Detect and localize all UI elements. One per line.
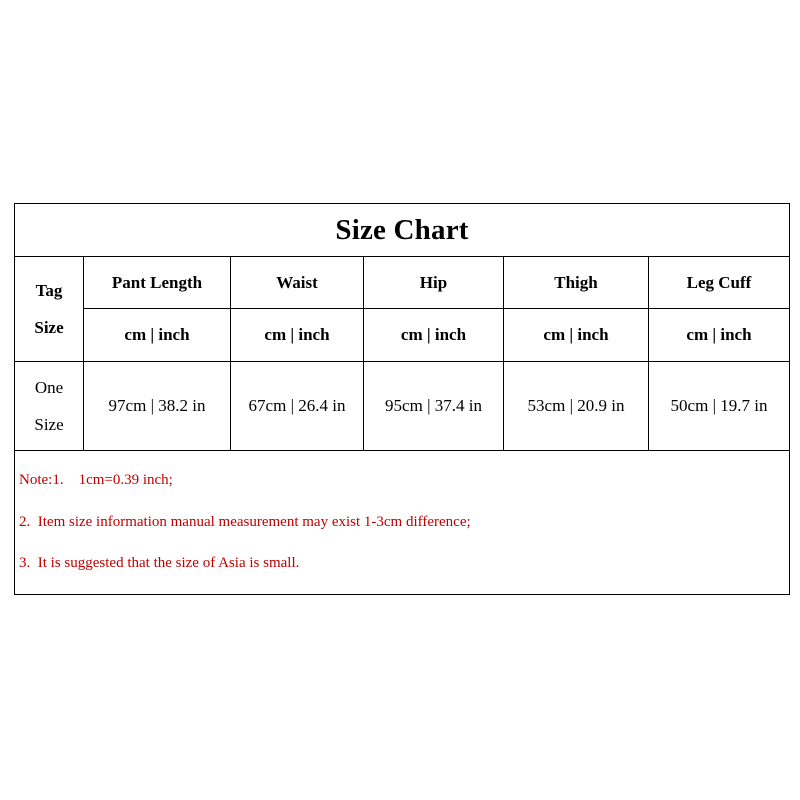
- one-size-row-label: [15, 361, 83, 450]
- col-header-waist: Waist: [230, 256, 363, 308]
- notes-section: [15, 450, 789, 594]
- unit-thigh: cm | inch: [503, 308, 648, 361]
- note-line-1: Note:1. 1cm=0.39 inch;: [19, 472, 173, 488]
- note-line-3: 3. It is suggested that the size of Asia is small.: [19, 555, 300, 571]
- tag-label: Tag: [35, 281, 63, 300]
- col-header-hip: Hip: [363, 256, 503, 308]
- value-thigh: 53cm | 20.9 in: [503, 361, 648, 450]
- value-leg-cuff: 50cm | 19.7 in: [648, 361, 789, 450]
- unit-hip: cm | inch: [363, 308, 503, 361]
- size-label: Size: [34, 318, 64, 337]
- value-pant-length: 97cm | 38.2 in: [83, 361, 230, 450]
- value-waist: 67cm | 26.4 in: [230, 361, 363, 450]
- tag-size-header: [15, 256, 83, 361]
- size-chart-table: [14, 203, 790, 595]
- unit-waist: cm | inch: [230, 308, 363, 361]
- chart-title: Size Chart: [335, 213, 469, 246]
- one-label: One: [34, 378, 64, 397]
- col-header-leg-cuff: Leg Cuff: [648, 256, 789, 308]
- note-line-2: 2. Item size information manual measurement may exist 1-3cm difference;: [19, 514, 471, 530]
- unit-leg-cuff: cm | inch: [648, 308, 789, 361]
- col-header-pant-length: Pant Length: [83, 256, 230, 308]
- value-hip: 95cm | 37.4 in: [363, 361, 503, 450]
- col-header-thigh: Thigh: [503, 256, 648, 308]
- size-label-row: Size: [34, 415, 64, 434]
- unit-pant-length: cm | inch: [83, 308, 230, 361]
